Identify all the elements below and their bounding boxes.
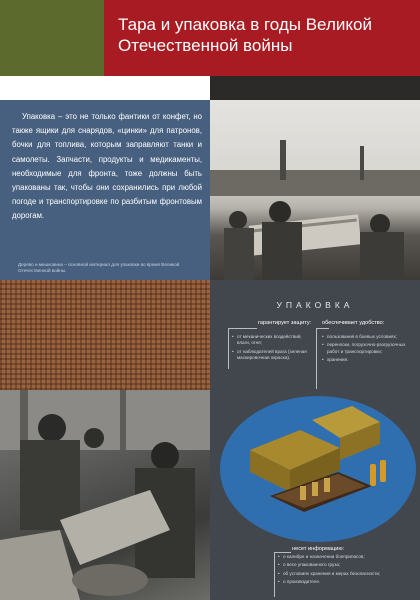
- list-item: • о весе упакованного груза;: [278, 562, 414, 568]
- information-list: [278, 554, 414, 588]
- intro-text: Упаковка – это не только фантики от конфет, но также ящики для снарядов, «цинки» для патронов, бочки для топлива, которым заправляют танки и самолеты. Запчасти, продукты и медикаменты, необходимые для фронта, тоже должны быть упакованы так, чтобы они сохранились при любой погоде и транспортировке по разбитым фронтовым дорогам.: [12, 112, 202, 221]
- intro-panel: [0, 76, 210, 280]
- soldiers-carrying-crate-photo: [210, 76, 420, 280]
- list-item: • об условиях хранения и мерах безопасности;: [278, 571, 414, 577]
- convenience-list: [322, 334, 414, 366]
- list-item: • от механических воздействий, влаги, огня;: [232, 334, 308, 347]
- protection-heading: гарантирует защиту:: [258, 320, 312, 326]
- list-item: • пользования в боевых условиях;: [322, 334, 414, 340]
- protection-list: [232, 334, 308, 364]
- list-item: • от наблюдателей врага (зеленая маскировочная окраска).: [232, 349, 308, 362]
- information-heading: несет информацию:: [292, 546, 345, 552]
- list-item: • о калибре и назначении боеприпасов;: [278, 554, 414, 560]
- packaging-title: УПАКОВКА: [276, 300, 354, 310]
- workers-silhouette: [0, 390, 210, 600]
- packaging-panel: [210, 280, 420, 600]
- list-item: • о производителе.: [278, 579, 414, 585]
- burlap-fabric-photo: [0, 280, 210, 390]
- soldiers-silhouette: [210, 100, 420, 280]
- list-item: • хранения.: [322, 357, 414, 363]
- photo-harbor-background: [210, 100, 420, 280]
- fabric-caption: Дерево и мешковина – основной материал для упаковки во время Великой Отечественной войны.: [18, 262, 180, 274]
- convenience-heading: обеспечивает удобство:: [322, 320, 385, 326]
- ammunition-crates-illustration: [230, 400, 400, 520]
- header-olive-block: [0, 0, 104, 76]
- page-title: Тара и упаковка в годы Великой Отечественной войны: [118, 15, 372, 55]
- workers-making-crates-photo: [0, 390, 210, 600]
- list-item: • переноски, погрузочно-разгрузочных работ и транспортировки;: [322, 342, 414, 355]
